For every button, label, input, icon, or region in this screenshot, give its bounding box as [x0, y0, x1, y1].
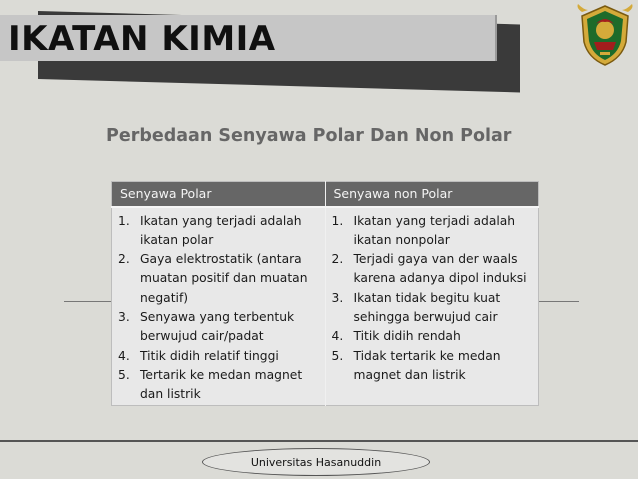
section-subtitle: Perbedaan Senyawa Polar Dan Non Polar	[106, 126, 512, 146]
list-item: 5. Tertarik ke medan magnet dan listrik	[118, 367, 303, 402]
column-header-polar: Senyawa Polar	[112, 182, 326, 207]
table-row	[112, 207, 539, 406]
list-item: 4. Titik didih relatif tinggi	[118, 348, 279, 363]
list-item: 3. Ikatan tidak begitu kuat sehingga berwujud cair	[331, 290, 501, 324]
footer-divider	[0, 440, 638, 442]
list-item: 5. Tidak tertarik ke medan magnet dan listrik	[331, 348, 501, 382]
list-item: 1. Ikatan yang terjadi adalah ikatan nonpolar	[331, 213, 516, 247]
list-item: 3. Senyawa yang terbentuk berwujud cair/padat	[118, 309, 295, 344]
list-item: 1. Ikatan yang terjadi adalah ikatan polar	[118, 213, 302, 247]
column-header-nonpolar: Senyawa non Polar	[325, 182, 539, 207]
footer-label: Universitas Hasanuddin	[202, 448, 430, 476]
university-crest-icon	[576, 2, 634, 68]
table-header-row	[112, 182, 539, 207]
nonpolar-cell	[325, 207, 539, 406]
polar-cell	[112, 207, 326, 406]
list-item: 2. Terjadi gaya van der waals karena adanya dipol induksi	[331, 252, 527, 286]
list-item: 2. Gaya elektrostatik (antara muatan positif dan muatan negatif)	[118, 252, 308, 305]
list-item: 4. Titik didih rendah	[331, 329, 461, 344]
slide-title: IKATAN KIMIA	[8, 19, 276, 59]
divider-left	[64, 301, 112, 302]
nonpolar-list	[332, 212, 531, 386]
polar-list	[118, 212, 317, 405]
divider-right	[538, 301, 579, 302]
comparison-table	[111, 181, 539, 406]
